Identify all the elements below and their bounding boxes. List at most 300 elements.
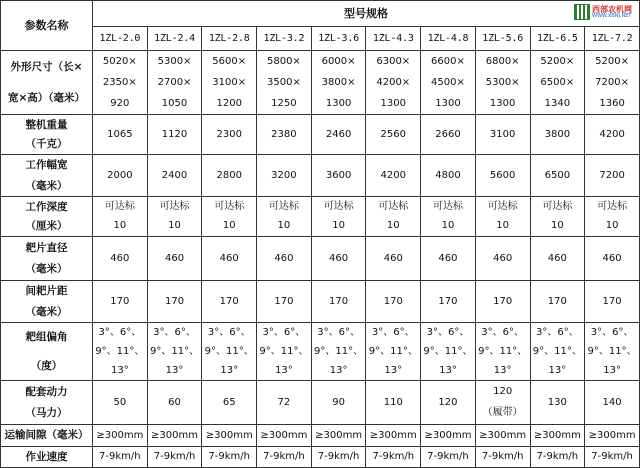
value-cell <box>257 237 312 281</box>
row-label-line: 工作幅宽 <box>25 159 68 171</box>
value-line: 1250 <box>271 97 297 109</box>
model-header-1: 1ZL-2.4 <box>147 27 202 51</box>
row-label <box>1 281 93 323</box>
value-line: 5200× <box>540 55 575 67</box>
value-line: 4800 <box>435 169 461 181</box>
value-line: 3100× <box>212 76 247 88</box>
value-line: 2380 <box>271 128 297 140</box>
row-label-line: 运输间隙（毫米） <box>4 429 89 442</box>
value-cell <box>257 425 312 447</box>
value-cell <box>257 155 312 197</box>
value-cell <box>147 425 202 447</box>
value-line: 13° <box>329 364 348 376</box>
value-line: 9°、11°、 <box>532 345 582 357</box>
qr-code-icon <box>574 4 590 20</box>
value-cell <box>475 323 530 381</box>
value-line: 140 <box>602 396 622 408</box>
value-cell <box>421 51 476 115</box>
value-line: 460 <box>547 252 567 264</box>
value-cell <box>585 197 640 237</box>
value-line: 9°、11°、 <box>587 345 637 357</box>
value-cell <box>147 51 202 115</box>
value-line: 130 <box>547 396 567 408</box>
value-cell <box>257 51 312 115</box>
value-line: 3°、6°、 <box>98 326 142 338</box>
value-line: 7-9km/h <box>99 451 141 462</box>
value-line: 9°、11°、 <box>149 345 200 357</box>
value-cell <box>202 115 257 155</box>
value-line: 460 <box>219 252 239 264</box>
value-cell <box>475 381 530 425</box>
value-line: 2560 <box>380 128 406 140</box>
value-line: 460 <box>274 252 294 264</box>
value-line: 7200 <box>599 169 625 181</box>
value-cell <box>93 281 148 323</box>
value-cell <box>421 381 476 425</box>
value-line: 4200× <box>376 76 411 88</box>
value-cell <box>530 155 585 197</box>
spec-row <box>1 447 640 468</box>
value-line: 170 <box>219 295 239 307</box>
spec-row <box>1 381 640 425</box>
value-cell <box>93 115 148 155</box>
value-cell <box>93 155 148 197</box>
row-label-line: 耙片直径 <box>25 241 68 254</box>
value-cell <box>93 447 148 468</box>
value-line: 1300 <box>489 97 516 109</box>
value-cell <box>366 237 421 281</box>
value-cell <box>202 447 257 468</box>
value-line: 110 <box>383 396 403 408</box>
value-line: 1360 <box>599 97 625 109</box>
value-line: ≥300mm <box>424 429 472 441</box>
model-header-5: 1ZL-4.3 <box>366 27 421 51</box>
value-cell <box>311 115 366 155</box>
spec-row <box>1 425 640 447</box>
value-line: 170 <box>110 295 130 307</box>
value-cell <box>311 197 366 237</box>
value-line: 10 <box>332 220 345 232</box>
value-cell <box>475 155 530 197</box>
model-header-2: 1ZL-2.8 <box>202 27 257 51</box>
value-cell <box>366 197 421 237</box>
value-line: 7-9km/h <box>591 451 633 462</box>
value-line: 5600× <box>212 55 247 67</box>
value-line: 2300 <box>216 128 242 140</box>
value-cell <box>585 323 640 381</box>
row-label-line: 宽×高）（毫米） <box>7 92 86 104</box>
value-line: 7-9km/h <box>427 451 469 462</box>
value-cell <box>147 155 202 197</box>
value-cell <box>311 425 366 447</box>
value-line: 920 <box>110 97 130 109</box>
value-cell <box>421 425 476 447</box>
value-cell <box>93 425 148 447</box>
value-cell <box>421 155 476 197</box>
value-line: 460 <box>493 252 513 264</box>
value-cell <box>93 197 148 237</box>
row-label-line: （千克） <box>25 138 68 150</box>
value-line: 可达标 <box>487 200 518 212</box>
value-line: ≥300mm <box>588 429 636 441</box>
value-line: 13° <box>493 364 512 376</box>
row-label-line: 工作深度 <box>25 200 68 213</box>
value-line: 1050 <box>161 97 188 109</box>
value-line: 13° <box>548 364 567 376</box>
value-line: 10 <box>496 220 510 232</box>
model-header-6: 1ZL-4.8 <box>421 27 476 51</box>
value-line: 460 <box>383 252 403 264</box>
value-cell <box>585 447 640 468</box>
value-line: 120 <box>493 385 513 397</box>
value-cell <box>93 237 148 281</box>
value-line: 7-9km/h <box>481 451 524 462</box>
value-line: 可达标 <box>159 200 190 212</box>
value-line: 170 <box>602 295 622 307</box>
value-cell <box>202 281 257 323</box>
value-cell <box>202 51 257 115</box>
value-line: 4500× <box>431 76 465 88</box>
row-label-line: （毫米） <box>25 263 68 275</box>
value-line: 72 <box>277 396 291 408</box>
value-line: 6600× <box>431 55 465 67</box>
value-cell <box>311 237 366 281</box>
value-line: 10 <box>550 220 564 232</box>
value-cell <box>530 51 585 115</box>
value-line: 13° <box>384 364 403 376</box>
value-line: 5300× <box>485 76 520 88</box>
value-cell <box>585 155 640 197</box>
value-cell <box>257 323 312 381</box>
value-line: 3°、6°、 <box>317 326 360 338</box>
value-cell <box>311 51 366 115</box>
value-line: 1340 <box>544 97 571 109</box>
value-line: 4200 <box>599 128 625 140</box>
value-line: 9°、11°、 <box>204 345 254 357</box>
value-line: 60 <box>168 396 181 408</box>
value-cell <box>585 281 640 323</box>
model-spec-header: 型号规格 <box>93 1 640 27</box>
value-line: 2400 <box>161 169 188 181</box>
value-cell <box>530 323 585 381</box>
value-cell <box>585 115 640 155</box>
value-line: 5300× <box>157 55 192 67</box>
value-line: 170 <box>164 295 185 307</box>
value-line: 4200 <box>380 169 406 181</box>
value-line: 5600 <box>489 169 516 181</box>
value-line: 13° <box>110 364 129 376</box>
value-line: 9°、11°、 <box>478 345 528 357</box>
value-cell <box>311 381 366 425</box>
value-line: 3°、6°、 <box>153 326 196 338</box>
value-line: 6300× <box>376 55 411 67</box>
value-cell <box>421 281 476 323</box>
value-line: 5020× <box>102 55 137 67</box>
model-header-8: 1ZL-6.5 <box>530 27 585 51</box>
value-line: ≥300mm <box>369 429 417 441</box>
value-line: 2000 <box>107 169 133 181</box>
value-line: 50 <box>113 396 127 408</box>
value-line: 1300 <box>380 97 406 109</box>
row-label-line: （度） <box>30 359 63 372</box>
value-line: 6000× <box>321 55 356 67</box>
value-line: 9°、11°、 <box>95 345 145 357</box>
value-cell <box>366 51 421 115</box>
value-line: 10 <box>222 220 236 232</box>
value-cell <box>475 281 530 323</box>
value-cell <box>366 281 421 323</box>
value-line: 10 <box>605 220 619 232</box>
value-cell <box>475 237 530 281</box>
value-cell <box>530 381 585 425</box>
value-cell <box>366 323 421 381</box>
value-cell <box>421 197 476 237</box>
row-label-line: （毫米） <box>25 305 68 318</box>
row-label <box>1 51 93 115</box>
value-line: 可达标 <box>268 200 299 212</box>
watermark-url: WWW.XBNJ.NET <box>592 12 632 19</box>
value-line: 可达标 <box>214 200 245 212</box>
value-cell <box>147 237 202 281</box>
value-line: 10 <box>113 220 127 232</box>
value-line: 3°、6°、 <box>590 326 634 338</box>
model-header-9: 1ZL-7.2 <box>585 27 640 51</box>
spec-row <box>1 281 640 323</box>
value-cell <box>147 381 202 425</box>
value-line: 65 <box>222 396 236 408</box>
value-line: 170 <box>547 295 567 307</box>
value-cell <box>311 155 366 197</box>
value-line: 可达标 <box>378 200 409 212</box>
value-cell <box>475 447 530 468</box>
value-line: 170 <box>274 295 294 307</box>
value-line: 170 <box>438 295 458 307</box>
value-line: 3200 <box>271 169 297 181</box>
value-line: 3600 <box>325 169 352 181</box>
value-line: ≥300mm <box>205 429 253 441</box>
value-cell <box>585 381 640 425</box>
value-line: 460 <box>164 252 185 264</box>
value-line: 10 <box>441 220 455 232</box>
value-cell <box>366 115 421 155</box>
value-line: 3100 <box>489 128 516 140</box>
value-cell <box>366 425 421 447</box>
value-cell <box>530 425 585 447</box>
header-row <box>1 1 640 27</box>
value-cell <box>530 197 585 237</box>
value-cell <box>147 323 202 381</box>
value-cell <box>311 447 366 468</box>
value-line: 170 <box>383 295 403 307</box>
model-header-3: 1ZL-3.2 <box>257 27 312 51</box>
value-line: 13° <box>165 364 184 376</box>
row-label <box>1 197 93 237</box>
value-line: 可达标 <box>542 200 573 212</box>
value-cell <box>147 197 202 237</box>
value-line: 1065 <box>107 128 133 140</box>
row-label <box>1 447 93 468</box>
value-cell <box>147 115 202 155</box>
row-label-line: （马力） <box>25 407 68 419</box>
value-line: 2700× <box>157 76 192 88</box>
value-line: 3°、6°、 <box>262 326 306 338</box>
value-cell <box>585 425 640 447</box>
value-cell <box>530 281 585 323</box>
row-label-line: （厘米） <box>25 220 68 232</box>
value-cell <box>585 237 640 281</box>
value-cell <box>311 323 366 381</box>
row-label-line: 耙组偏角 <box>25 331 68 343</box>
value-line: 可达标 <box>432 200 463 212</box>
value-cell <box>257 197 312 237</box>
value-line: 13° <box>275 364 293 376</box>
row-label-line: 配套动力 <box>25 385 68 398</box>
value-line: 2460 <box>325 128 352 140</box>
model-row <box>1 27 640 51</box>
value-line: ≥300mm <box>315 429 363 441</box>
value-cell <box>257 115 312 155</box>
value-line: 可达标 <box>597 200 628 212</box>
value-cell <box>475 51 530 115</box>
value-line: ≥300mm <box>533 429 581 441</box>
value-line: 170 <box>493 295 513 307</box>
value-line: 5200× <box>595 55 629 67</box>
row-label-line: 作业速度 <box>25 450 68 463</box>
value-line: 120 <box>438 396 458 408</box>
row-label <box>1 381 93 425</box>
value-line: 10 <box>386 220 400 232</box>
value-cell <box>147 281 202 323</box>
value-cell <box>366 155 421 197</box>
value-cell <box>530 447 585 468</box>
value-cell <box>257 381 312 425</box>
row-label-line: 间耙片距 <box>25 285 68 297</box>
value-cell <box>202 323 257 381</box>
value-line: 10 <box>277 220 291 232</box>
model-header-7: 1ZL-5.6 <box>475 27 530 51</box>
value-line: 170 <box>329 295 349 307</box>
value-line: 3°、6°、 <box>207 326 251 338</box>
value-line: 7200× <box>595 76 629 88</box>
value-line: ≥300mm <box>96 429 144 441</box>
value-cell <box>202 197 257 237</box>
value-line: 460 <box>110 252 130 264</box>
value-cell <box>421 115 476 155</box>
value-cell <box>202 237 257 281</box>
value-cell <box>257 281 312 323</box>
model-header-0: 1ZL-2.0 <box>93 27 148 51</box>
value-line: 13° <box>439 364 457 376</box>
value-line: 5800× <box>266 55 301 67</box>
value-cell <box>475 115 530 155</box>
value-line: 6500× <box>540 76 575 88</box>
value-line: 2800 <box>216 169 242 181</box>
spec-row <box>1 155 640 197</box>
value-line: ≥300mm <box>260 429 308 441</box>
watermark-logo <box>574 2 638 22</box>
value-line: 460 <box>438 252 458 264</box>
value-line: 1200 <box>216 97 242 109</box>
value-line: 13° <box>220 364 239 376</box>
value-line: 6500 <box>544 169 571 181</box>
value-cell <box>257 447 312 468</box>
value-cell <box>475 197 530 237</box>
spec-row <box>1 115 640 155</box>
value-line: 3°、6°、 <box>481 326 525 338</box>
value-cell <box>530 115 585 155</box>
value-line: ≥300mm <box>479 429 527 441</box>
value-cell <box>530 237 585 281</box>
value-line: 可达标 <box>323 200 354 212</box>
watermark-name: 西部农机网 <box>592 4 632 14</box>
param-name-header: 参数名称 <box>1 1 93 51</box>
value-line: 7-9km/h <box>263 451 305 462</box>
row-label <box>1 115 93 155</box>
row-label-line: 整机重量 <box>25 118 68 131</box>
value-cell <box>585 51 640 115</box>
value-cell <box>421 447 476 468</box>
row-label <box>1 155 93 197</box>
value-cell <box>421 237 476 281</box>
row-label <box>1 425 93 447</box>
value-line: 3°、6°、 <box>426 326 470 338</box>
value-line: 1300 <box>325 97 352 109</box>
value-line: 1120 <box>161 128 188 140</box>
spec-row <box>1 51 640 115</box>
spec-row <box>1 197 640 237</box>
value-cell <box>202 425 257 447</box>
value-line: 3°、6°、 <box>535 326 579 338</box>
row-label-line: 外形尺寸（长× <box>10 60 83 73</box>
value-cell <box>311 281 366 323</box>
row-label <box>1 237 93 281</box>
value-line: 3°、6°、 <box>371 326 415 338</box>
value-line: 10 <box>168 220 181 232</box>
value-line: 2350× <box>102 76 137 88</box>
value-line: ≥300mm <box>151 429 198 441</box>
value-line: 3500× <box>266 76 301 88</box>
value-line: 3800× <box>321 76 356 88</box>
model-header-4: 1ZL-3.6 <box>311 27 366 51</box>
value-line: （履带） <box>482 407 523 419</box>
value-line: 7-9km/h <box>153 451 196 462</box>
spec-row <box>1 323 640 381</box>
value-line: 9°、11°、 <box>423 345 473 357</box>
value-cell <box>93 51 148 115</box>
value-cell <box>366 381 421 425</box>
value-line: 可达标 <box>104 200 135 212</box>
value-cell <box>475 425 530 447</box>
value-line: 460 <box>329 252 349 264</box>
value-line: 7-9km/h <box>536 451 579 462</box>
value-line: 9°、11°、 <box>259 345 309 357</box>
value-line: 13° <box>603 364 621 376</box>
spec-row <box>1 237 640 281</box>
row-label-line: （毫米） <box>25 179 68 192</box>
value-cell <box>93 323 148 381</box>
value-line: 7-9km/h <box>208 451 250 462</box>
value-cell <box>202 155 257 197</box>
value-line: 2660 <box>435 128 461 140</box>
row-label <box>1 323 93 381</box>
value-cell <box>366 447 421 468</box>
value-line: 460 <box>602 252 622 264</box>
value-line: 9°、11°、 <box>314 345 364 357</box>
value-line: 90 <box>332 396 345 408</box>
value-cell <box>93 381 148 425</box>
value-cell <box>147 447 202 468</box>
value-line: 9°、11°、 <box>368 345 418 357</box>
